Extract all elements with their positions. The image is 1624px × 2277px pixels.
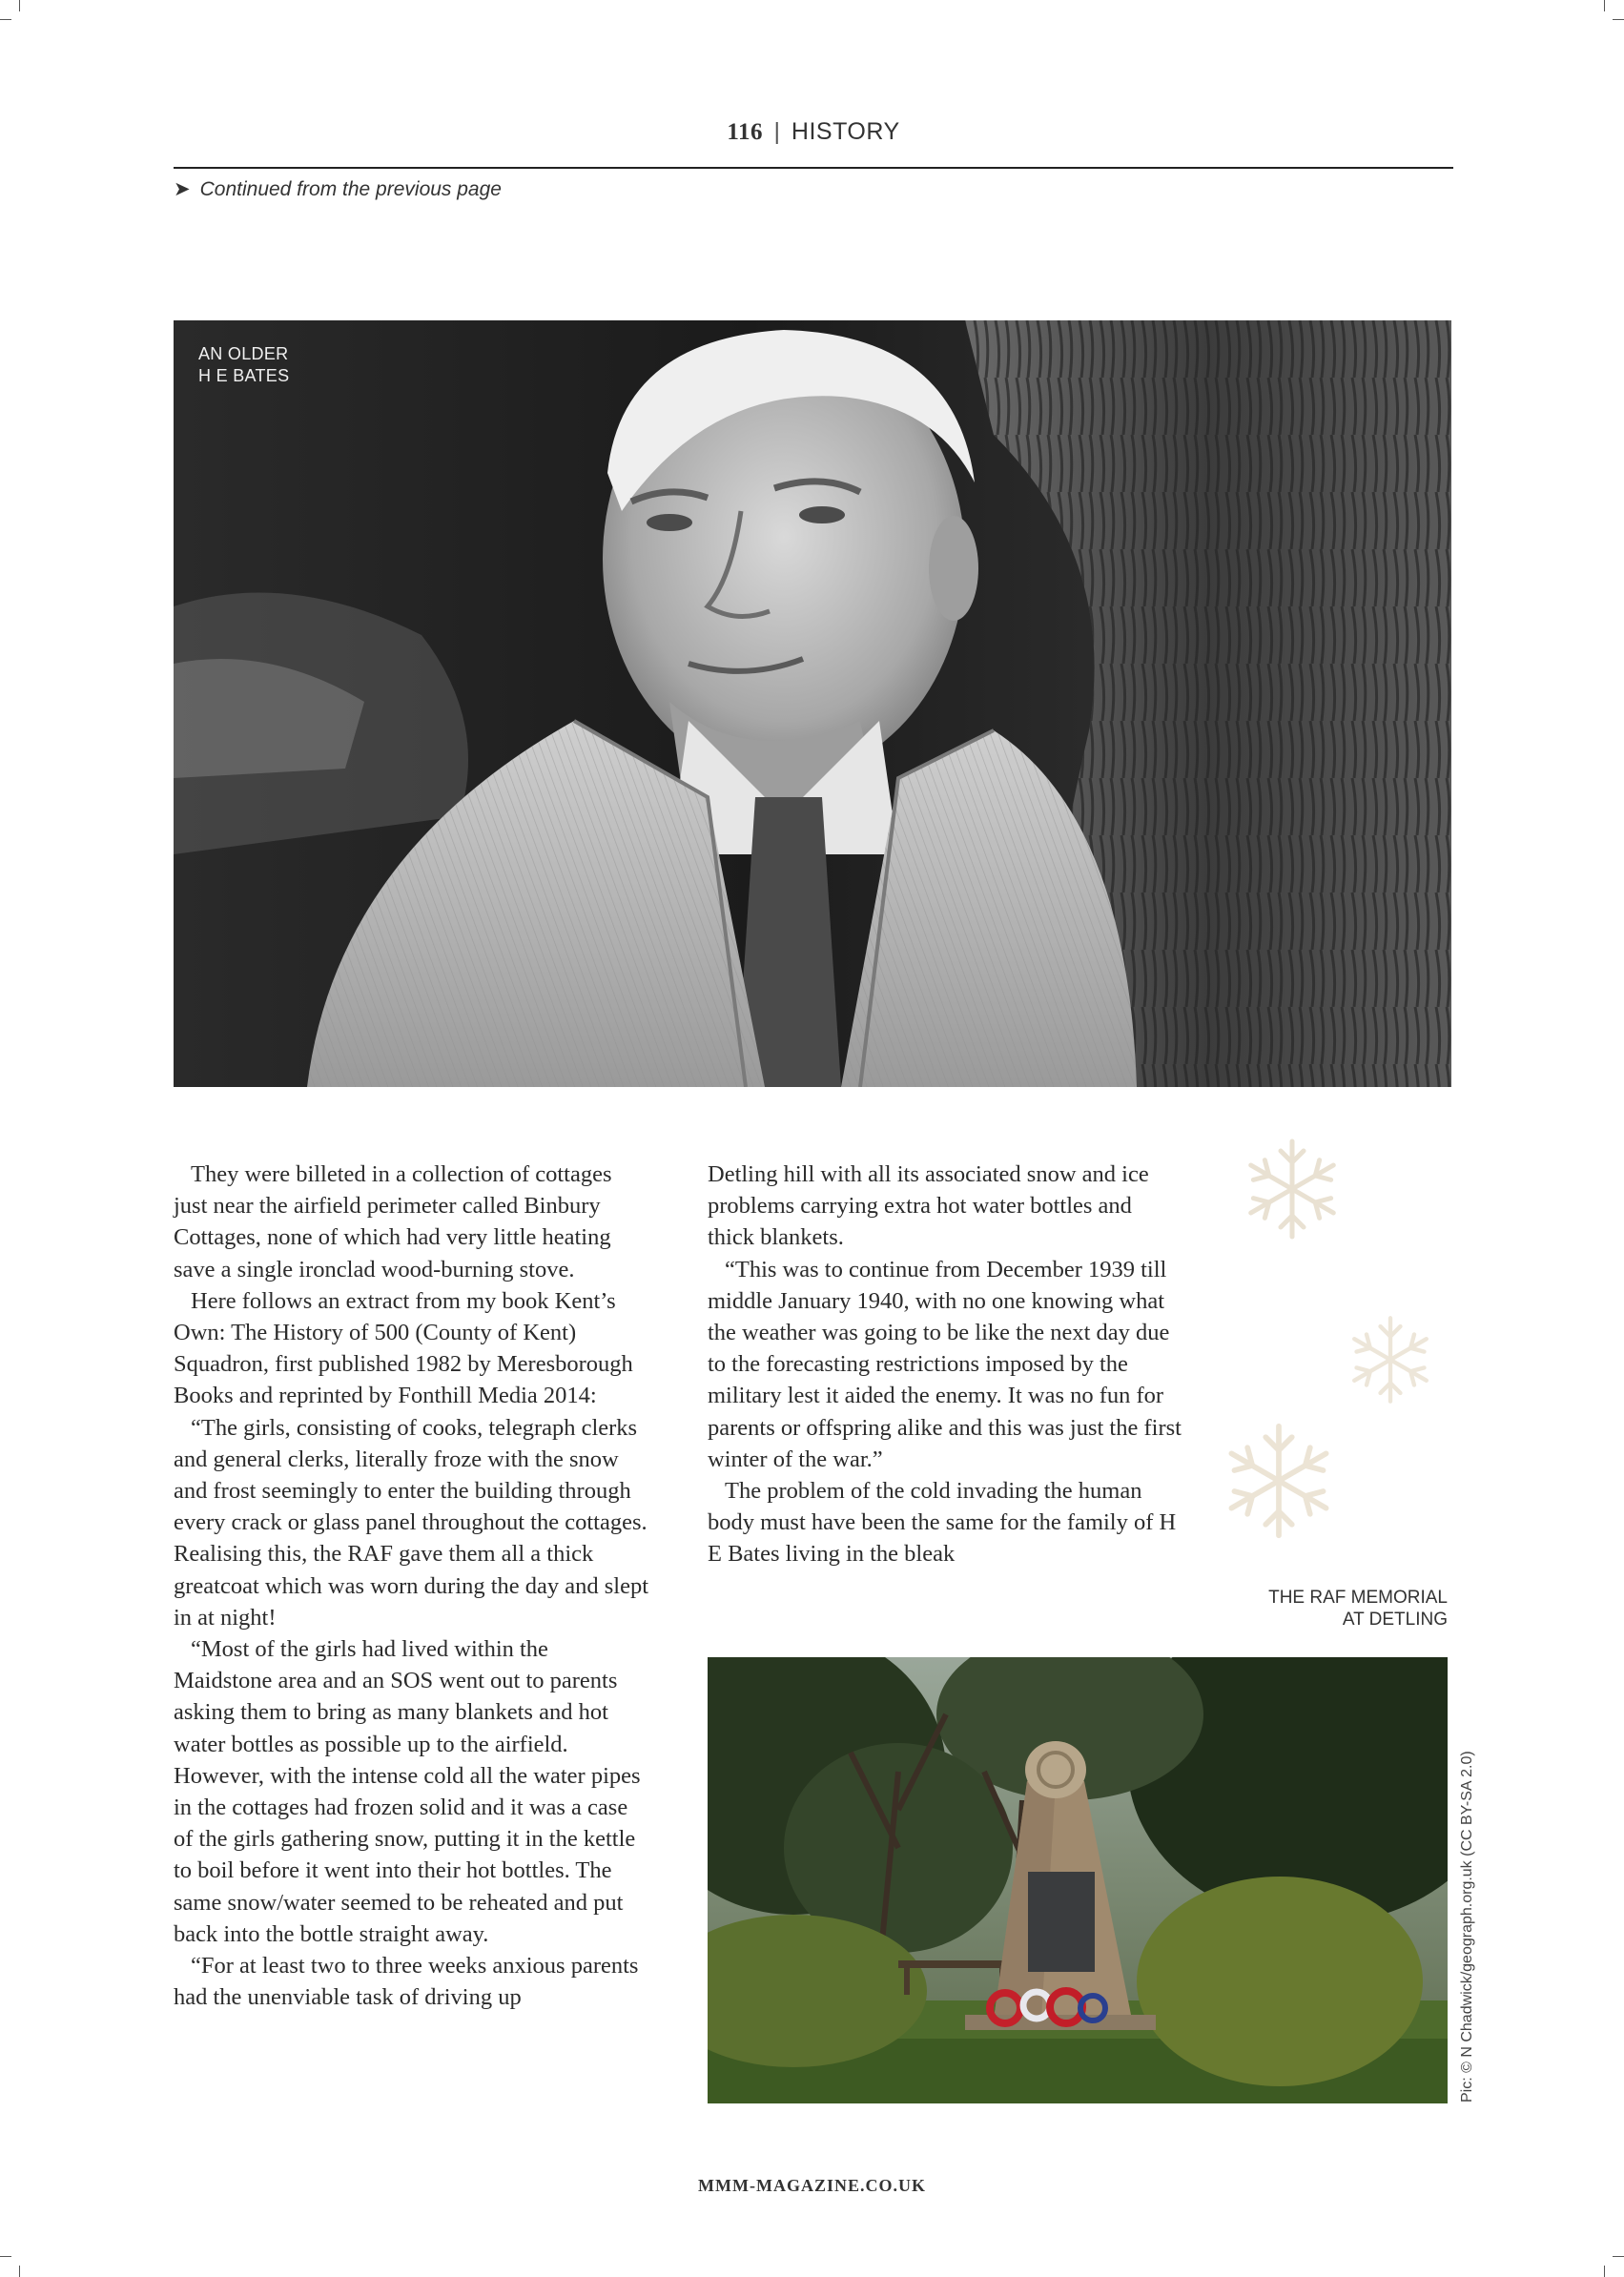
article-column-left [174,1159,650,2013]
paragraph: “For at least two to three weeks anxious parents had the unenviable task of driving up [174,1953,639,2011]
paragraph: “Most of the girls had lived within the Maidstone area and an SOS went out to parents asking them to bring as many blankets and hot water bottles as possible up to the airfield. However, with the intense cold all the water pipes in the cottages had frozen solid and it was a case of the girls gathering snow, putting it in the kettle to boil before it went into their hot bottles. The same snow/water seemed to be reheated and put back into the bottle straight away. [174,1636,641,1947]
portrait-caption-line: AN OLDER [198,344,289,363]
section-title: HISTORY [791,118,900,145]
page-header [174,118,1453,146]
portrait-caption [198,343,289,387]
snowflake-icon [1345,1314,1436,1405]
paragraph: “The girls, consisting of cooks, telegraph clerks and general clerks, literally froze with the snow and frost seemingly to enter the building through every crack or glass panel throughout the cottages. Realising this, the RAF gave them all a thick greatcoat which was worn during the day and slept in at night! [174,1414,649,1631]
paragraph: “This was to continue from December 1939 till middle January 1940, with no one knowing what the weather was going to be like the next day due to the forecasting restrictions imposed by the military lest it aided the enemy. It was no fun for parents or offspring alike and this was just the first winter of the war.” [708,1256,1182,1472]
paragraph: Here follows an extract from my book Kent’s Own: The History of 500 (County of Kent) Squadron, first published 1982 by Meresborough Books and reprinted by Fonthill Media 2014: [174,1287,633,1409]
continued-text: Continued from the previous page [199,178,502,200]
crop-mark [1613,2256,1624,2257]
header-separator: | [773,118,781,145]
paragraph: Detling hill with all its associated snow and ice problems carrying extra hot water bottles and thick blankets. [708,1161,1149,1251]
header-rule [174,167,1453,169]
snowflake-icon [1219,1421,1339,1541]
photo-credit: Pic: © N Chadwick/geograph.org.uk (CC BY-SA 2.0) [1459,1751,1475,2103]
crop-mark [19,2266,20,2277]
snowflake-icon [1240,1137,1345,1241]
crop-mark [19,0,20,11]
arrow-icon: ➤ [174,178,191,200]
portrait-photo [174,320,1451,1087]
crop-mark [0,2256,11,2257]
crop-mark [1604,2266,1605,2277]
crop-mark [1613,19,1624,20]
paragraph: The problem of the cold invading the human body must have been the same for the family of H E Bates living in the bleak [708,1478,1177,1568]
memorial-caption [1268,1587,1448,1631]
portrait-caption-line: H E BATES [198,366,290,385]
memorial-caption-line: THE RAF MEMORIAL [1268,1588,1448,1608]
crop-mark [0,19,11,20]
paragraph: They were billeted in a collection of cottages just near the airfield perimeter called Binbury Cottages, none of which had very little heating save a single ironclad wood-burning stove. [174,1161,612,1282]
memorial-caption-line: AT DETLING [1342,1610,1448,1630]
page-number: 116 [727,119,763,145]
memorial-photo [708,1657,1448,2103]
crop-mark [1604,0,1605,11]
article-column-right [708,1159,1184,1570]
continued-note [174,177,502,201]
page-footer: MMM-MAGAZINE.CO.UK [698,2176,926,2195]
